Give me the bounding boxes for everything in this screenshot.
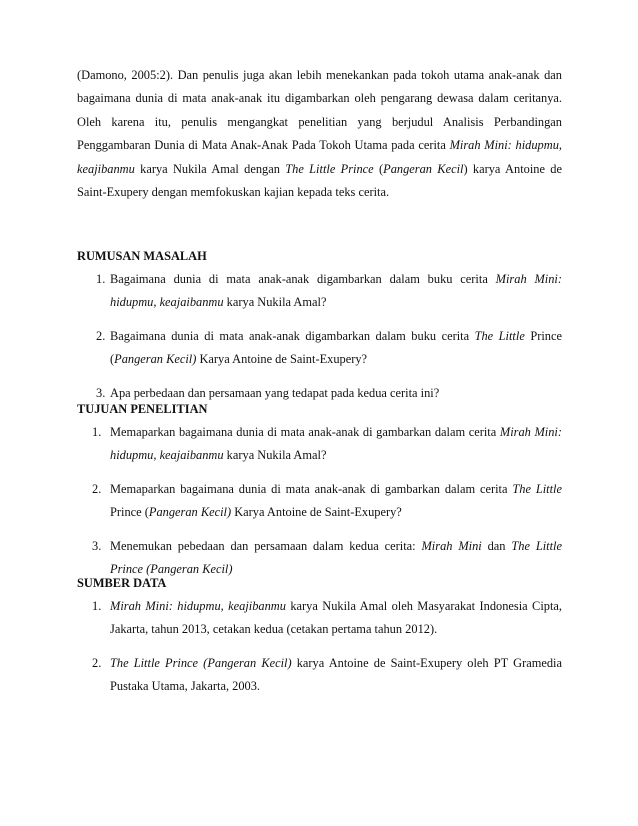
intro-text: (Damono, 2005:2). Dan penulis juga akan lebih menekankan pada tokoh utama anak-anak dan bagaimana dunia di mata anak-anak itu digambarkan oleh pengarang dewasa dalam ceritanya. Oleh karena itu, penulis mengangkat penelitian yang berjudul Analisis Perbandingan Penggambaran Dunia di Mata Anak-Anak Pada Tokoh Utama pada cerita xyxy=(77,68,562,153)
list-text: Bagaimana dunia di mata anak-anak digambarkan dalam buku cerita xyxy=(110,328,475,343)
sumber-heading: SUMBER DATA xyxy=(77,576,167,590)
list-text: karya Nukila Amal oleh Masyarakat Indonesia Cipta, Jakarta, tahun 2013, cetakan kedua (cetakan pertama tahun 2012). xyxy=(110,599,562,637)
list-text: karya Nukila Amal? xyxy=(223,448,327,463)
tujuan-list xyxy=(77,421,562,581)
list-title: Mirah Mini xyxy=(421,538,482,553)
list-title: Mirah Mini: hidupmu, keajibanmu xyxy=(110,599,286,613)
intro-text: ) karya Antoine de Saint-Exupery dengan memfokuskan kajian kepada teks cerita. xyxy=(77,161,562,200)
list-item xyxy=(77,595,562,642)
sumber-section xyxy=(77,574,562,699)
intro-title-pangeran: Pangeran Kecil xyxy=(383,161,464,176)
intro-title-little-prince: The Little Prince xyxy=(285,161,374,176)
list-title: Pangeran Kecil) xyxy=(148,505,232,520)
list-title: Mirah Mini: hidupmu, keajaibanmu xyxy=(110,425,563,463)
list-title: The Little Prince (Pangeran Kecil) xyxy=(110,655,292,670)
list-number: 3. xyxy=(92,538,102,553)
list-item xyxy=(77,421,562,468)
list-item xyxy=(77,478,562,525)
list-number: 2. xyxy=(92,481,102,496)
list-number: 2. xyxy=(96,328,106,343)
list-item xyxy=(77,268,562,315)
intro-paragraph xyxy=(77,64,562,204)
tujuan-heading: TUJUAN PENELITIAN xyxy=(77,402,208,416)
intro-text: karya Nukila Amal dengan xyxy=(134,161,286,176)
list-text: Prince ( xyxy=(110,505,149,520)
list-number: 1. xyxy=(92,425,102,439)
rumusan-heading: RUMUSAN MASALAH xyxy=(77,249,207,263)
list-text: dan xyxy=(481,538,512,553)
list-text: Bagaimana dunia di mata anak-anak digambarkan dalam buku cerita xyxy=(110,272,496,286)
list-number: 1. xyxy=(92,599,102,613)
list-number: 2. xyxy=(92,655,102,670)
list-title: The Little xyxy=(512,481,562,496)
list-text: karya Nukila Amal? xyxy=(223,295,327,310)
rumusan-section xyxy=(77,247,562,405)
list-text: Karya Antoine de Saint-Exupery? xyxy=(196,352,368,367)
list-text: karya Antoine de Saint-Exupery oleh PT Gramedia Pustaka Utama, Jakarta, 2003. xyxy=(110,655,562,694)
list-text: Karya Antoine de Saint-Exupery? xyxy=(231,505,402,520)
list-number: 3. xyxy=(96,385,106,400)
sumber-list xyxy=(77,595,562,699)
rumusan-list xyxy=(77,268,562,405)
intro-title-mirah: Mirah Mini: hidupmu, keajibanmu xyxy=(77,138,562,176)
list-text: Memaparkan bagaimana dunia di mata anak-anak di gambarkan dalam cerita xyxy=(110,425,500,439)
list-number: 1. xyxy=(96,272,106,286)
list-title: The Little xyxy=(474,328,525,343)
list-title: Mirah Mini: hidupmu, keajaibanmu xyxy=(110,272,562,310)
list-text: Menemukan pebedaan dan persamaan dalam kedua cerita: xyxy=(110,538,422,553)
list-text: Apa perbedaan dan persamaan yang tedapat pada kedua cerita ini? xyxy=(110,385,440,400)
list-text: Prince ( xyxy=(110,328,562,367)
list-item xyxy=(77,325,562,372)
list-title: The Little Prince (Pangeran Kecil) xyxy=(110,538,562,577)
list-text: Memaparkan bagaimana dunia di mata anak-anak di gambarkan dalam cerita xyxy=(110,481,513,496)
tujuan-section xyxy=(77,400,562,581)
list-item xyxy=(77,652,562,699)
list-title: Pangeran Kecil) xyxy=(114,352,197,367)
intro-text: ( xyxy=(373,161,384,176)
